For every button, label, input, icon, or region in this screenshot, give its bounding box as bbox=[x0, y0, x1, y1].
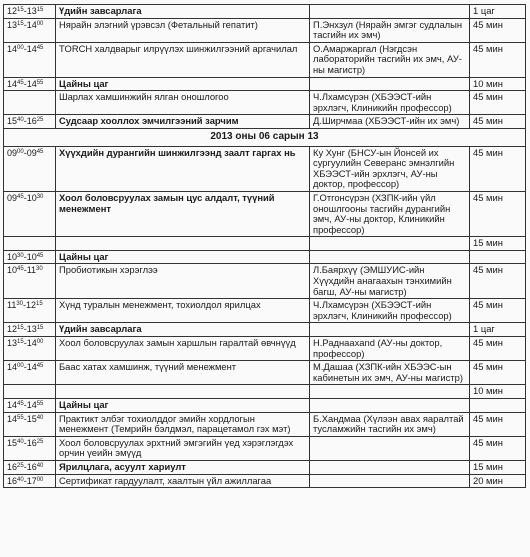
topic-cell bbox=[56, 237, 310, 251]
topic-cell: Шарлах хамшинжийн ялган оношлогоо bbox=[56, 91, 310, 115]
topic-cell: Судсаар хооллох эмчилгээний зарчим bbox=[56, 115, 310, 129]
schedule-row bbox=[4, 77, 526, 91]
time-cell bbox=[4, 91, 56, 115]
end-minute: 15 bbox=[36, 301, 43, 308]
speaker-cell: Д.Ширчмаа (ХБЭЭСТ-ийн их эмч) bbox=[310, 115, 470, 129]
time-cell: $09^{45}-10^{30}$ bbox=[4, 191, 56, 236]
schedule-row bbox=[4, 146, 526, 191]
time-cell: $15^{40}-16^{25}$ bbox=[4, 115, 56, 129]
duration-cell bbox=[470, 399, 526, 413]
speaker-cell bbox=[310, 436, 470, 460]
start-hour: 15 bbox=[7, 116, 18, 127]
duration-cell bbox=[470, 250, 526, 264]
duration-cell: 10 мин bbox=[470, 77, 526, 91]
speaker-cell: Б.Хандмаа (Хүлээн авах яаралтай тусламжийн тасгийн их эмч) bbox=[310, 412, 470, 436]
end-hour: 17 bbox=[26, 475, 37, 486]
end-hour: 14 bbox=[26, 362, 37, 373]
time-cell: $16^{40}-17^{00}$ bbox=[4, 474, 56, 488]
start-minute: 30 bbox=[16, 301, 24, 308]
start-minute: 15 bbox=[17, 7, 24, 13]
time-cell: $13^{15}-14^{00}$ bbox=[4, 337, 56, 361]
start-hour: 10 bbox=[7, 265, 18, 276]
schedule-body bbox=[4, 5, 526, 488]
topic-cell: TORCH халдварыг илрүүлэх шинжилгээний аргачилал bbox=[56, 42, 310, 77]
end-hour: 16 bbox=[26, 437, 37, 448]
schedule-row bbox=[4, 18, 526, 42]
start-minute: 00 bbox=[17, 363, 24, 370]
duration-cell: 45 мин bbox=[470, 412, 526, 436]
duration-cell: 45 мин bbox=[470, 299, 526, 323]
end-hour: 16 bbox=[26, 116, 37, 127]
start-hour: 14 bbox=[7, 43, 18, 54]
topic-cell: Хүүхдийн дурангийн шинжилгээнд заалт гаргах нь bbox=[56, 146, 310, 191]
start-hour: 16 bbox=[7, 461, 18, 472]
duration-cell: 45 мин bbox=[470, 115, 526, 129]
schedule-row bbox=[4, 337, 526, 361]
end-hour: 11 bbox=[26, 265, 37, 276]
end-minute: 45 bbox=[36, 44, 44, 51]
topic-cell: Үдийн завсарлага bbox=[56, 323, 310, 337]
time-cell: $14^{00}-14^{45}$ bbox=[4, 361, 56, 385]
speaker-cell bbox=[310, 250, 470, 264]
topic-cell: Цайны цаг bbox=[56, 250, 310, 264]
speaker-cell: Г.Отгонсүрэн (ХЗПК-ийн үйл оношлгооны тасгийн дурангийн эмч, АУ-ны доктор, Клиникийн профессор) bbox=[310, 191, 470, 236]
end-hour: 13 bbox=[26, 6, 37, 16]
end-minute: 25 bbox=[36, 438, 44, 445]
time-cell: $14^{45}-14^{55}$ bbox=[4, 77, 56, 91]
schedule-row bbox=[4, 237, 526, 251]
topic-cell: Цайны цаг bbox=[56, 77, 310, 91]
topic-cell: Хүнд туралын менежмент, тохиолдол ярилцах bbox=[56, 299, 310, 323]
duration-cell: 15 мин bbox=[470, 237, 526, 251]
schedule-row bbox=[4, 474, 526, 488]
start-hour: 14 bbox=[7, 413, 18, 424]
start-hour: 12 bbox=[7, 324, 18, 335]
time-cell: $10^{45}-11^{30}$ bbox=[4, 264, 56, 299]
start-hour: 16 bbox=[7, 475, 18, 486]
start-minute: 15 bbox=[17, 325, 24, 332]
end-minute: 15 bbox=[36, 325, 44, 332]
topic-cell: Хоол боловсруулах замын цус алдалт, түүний менежмент bbox=[56, 191, 310, 236]
time-cell: $14^{00}-14^{45}$ bbox=[4, 42, 56, 77]
start-minute: 45 bbox=[17, 266, 24, 273]
end-hour: 14 bbox=[26, 19, 37, 30]
end-hour: 14 bbox=[26, 78, 37, 89]
topic-cell: Цайны цаг bbox=[56, 399, 310, 413]
topic-cell: Сертификат гардуулалт, хаалтын үйл ажиллагаа bbox=[56, 474, 310, 488]
topic-cell: Практикт элбэг тохиолддог эмийн хордлогын менежмент (Темрийн бэлдмэл, парацетамол гэх мэт) bbox=[56, 412, 310, 436]
duration-cell: 15 мин bbox=[470, 460, 526, 474]
start-hour: 12 bbox=[7, 6, 18, 16]
end-hour: 15 bbox=[26, 413, 37, 424]
start-minute: 45 bbox=[17, 79, 24, 86]
start-hour: 13 bbox=[7, 338, 18, 349]
topic-cell: Хоол боловсруулах эрхтний эмгэгийн үед хэрэглэгдэх орчин үеийн эмүүд bbox=[56, 436, 310, 460]
speaker-cell: Л.Баярхүү (ЭМШУИС-ийн Хүүхдийн анагаахын тэнхимийн багш, АУ-ны магистр) bbox=[310, 264, 470, 299]
schedule-table bbox=[3, 4, 526, 488]
schedule-row bbox=[4, 323, 526, 337]
schedule-row bbox=[4, 385, 526, 399]
end-minute: 00 bbox=[36, 20, 44, 27]
start-hour: 11 bbox=[7, 300, 17, 311]
duration-cell: 45 мин bbox=[470, 191, 526, 236]
speaker-cell: О.Амаржаргал (Нэгдсэн лабораторийн тасгийн их эмч, АУ-ны магистр) bbox=[310, 42, 470, 77]
start-minute: 45 bbox=[17, 193, 24, 200]
speaker-cell: Ч.Лхамсүрэн (ХБЭЭСТ-ийн эрхлэгч, Клиникийн профессор) bbox=[310, 299, 470, 323]
start-hour: 14 bbox=[7, 400, 18, 410]
end-hour: 12 bbox=[26, 300, 37, 311]
end-minute: 30 bbox=[36, 193, 44, 200]
start-hour: 10 bbox=[7, 251, 18, 262]
time-cell: $11^{30}-12^{15}$ bbox=[4, 299, 56, 323]
time-cell bbox=[4, 385, 56, 399]
time-cell: $12^{15}-13^{15}$ bbox=[4, 5, 56, 19]
duration-cell: 45 мин bbox=[470, 361, 526, 385]
duration-cell: 45 мин bbox=[470, 18, 526, 42]
time-cell: $10^{30}-10^{45}$ bbox=[4, 250, 56, 264]
duration-cell: 45 мин bbox=[470, 146, 526, 191]
schedule-row bbox=[4, 5, 526, 19]
duration-cell: 1 цаг bbox=[470, 5, 526, 19]
time-cell: $09^{00}-09^{45}$ bbox=[4, 146, 56, 191]
topic-cell: Үдийн завсарлага bbox=[56, 5, 310, 19]
duration-cell: 45 мин bbox=[470, 42, 526, 77]
time-cell: $12^{15}-13^{15}$ bbox=[4, 323, 56, 337]
speaker-cell bbox=[310, 474, 470, 488]
day-header: 2013 оны 06 сарын 13 bbox=[4, 128, 526, 146]
speaker-cell: Ч.Лхамсүрэн (ХБЭЭСТ-ийн эрхлэгч, Клиникийн профессор) bbox=[310, 91, 470, 115]
schedule-row bbox=[4, 436, 526, 460]
duration-cell: 45 мин bbox=[470, 337, 526, 361]
speaker-cell bbox=[310, 399, 470, 413]
duration-cell: 45 мин bbox=[470, 91, 526, 115]
start-hour: 14 bbox=[7, 78, 18, 89]
speaker-cell: М.Дашаа (ХЗПК-ийн ХБЭЭС-ын кабинетын их эмч, АУ-ны магистр) bbox=[310, 361, 470, 385]
speaker-cell bbox=[310, 77, 470, 91]
end-minute: 55 bbox=[36, 79, 44, 86]
end-hour: 10 bbox=[26, 192, 37, 203]
time-cell: $15^{40}-16^{25}$ bbox=[4, 436, 56, 460]
start-hour: 15 bbox=[7, 437, 18, 448]
speaker-cell: П.Энхзул (Нярайн эмгэг судлалын тасгийн их эмч) bbox=[310, 18, 470, 42]
speaker-cell bbox=[310, 385, 470, 399]
start-minute: 45 bbox=[17, 401, 24, 407]
duration-cell: 1 цаг bbox=[470, 323, 526, 337]
end-minute: 45 bbox=[36, 363, 44, 370]
end-minute: 15 bbox=[36, 7, 44, 13]
speaker-cell bbox=[310, 237, 470, 251]
speaker-cell: Н.Раднаахand (АУ-ны доктор, профессор) bbox=[310, 337, 470, 361]
time-cell: $14^{45}-14^{55}$ bbox=[4, 399, 56, 413]
start-hour: 14 bbox=[7, 362, 18, 373]
schedule-row bbox=[4, 250, 526, 264]
start-minute: 15 bbox=[17, 20, 24, 27]
start-minute: 55 bbox=[17, 414, 24, 421]
start-hour: 13 bbox=[7, 19, 18, 30]
duration-cell: 20 мин bbox=[470, 474, 526, 488]
start-minute: 00 bbox=[17, 148, 24, 155]
end-hour: 13 bbox=[26, 324, 37, 335]
end-minute: 40 bbox=[36, 462, 44, 469]
end-minute: 25 bbox=[36, 117, 44, 124]
schedule-row bbox=[4, 460, 526, 474]
end-minute: 00 bbox=[36, 476, 44, 483]
speaker-cell bbox=[310, 323, 470, 337]
speaker-cell bbox=[310, 5, 470, 19]
topic-cell: Нярайн элэгний үрэвсэл (Фетальный гепатит) bbox=[56, 18, 310, 42]
start-minute: 15 bbox=[17, 339, 24, 346]
start-minute: 40 bbox=[17, 438, 24, 445]
schedule-row bbox=[4, 115, 526, 129]
start-minute: 25 bbox=[17, 462, 24, 469]
start-minute: 40 bbox=[17, 117, 24, 124]
schedule-row bbox=[4, 42, 526, 77]
duration-cell: 45 мин bbox=[470, 436, 526, 460]
time-cell: $16^{25}-16^{40}$ bbox=[4, 460, 56, 474]
end-minute: 40 bbox=[36, 414, 44, 421]
start-minute: 00 bbox=[17, 44, 24, 51]
schedule-row bbox=[4, 91, 526, 115]
end-hour: 16 bbox=[26, 461, 37, 472]
topic-cell: Ярилцлага, асуулт хариулт bbox=[56, 460, 310, 474]
end-hour: 10 bbox=[26, 251, 37, 262]
end-minute: 00 bbox=[36, 339, 44, 346]
time-cell: $13^{15}-14^{00}$ bbox=[4, 18, 56, 42]
schedule-row bbox=[4, 299, 526, 323]
end-hour: 09 bbox=[26, 147, 37, 158]
end-hour: 14 bbox=[26, 338, 37, 349]
start-minute: 40 bbox=[17, 476, 24, 483]
topic-cell: Пробиотикын хэрэглээ bbox=[56, 264, 310, 299]
end-hour: 14 bbox=[26, 400, 37, 410]
end-hour: 14 bbox=[26, 43, 37, 54]
topic-cell: Баас хатах хамшинж, түүний менежмент bbox=[56, 361, 310, 385]
schedule-row bbox=[4, 264, 526, 299]
start-minute: 30 bbox=[17, 252, 24, 259]
end-minute: 30 bbox=[36, 266, 43, 273]
end-minute: 45 bbox=[36, 148, 44, 155]
end-minute: 45 bbox=[36, 252, 44, 259]
topic-cell bbox=[56, 385, 310, 399]
duration-cell: 10 мин bbox=[470, 385, 526, 399]
start-hour: 09 bbox=[7, 147, 18, 158]
schedule-row bbox=[4, 399, 526, 413]
schedule-row bbox=[4, 191, 526, 236]
time-cell bbox=[4, 237, 56, 251]
speaker-cell: Ку Хунг (БНСУ-ын Йонсей их сургуулийн Северанс эмнэлгийн ХБЭЭСТ-ийн эрхлэгч, АУ-ны доктор, профессор) bbox=[310, 146, 470, 191]
time-cell: $14^{55}-15^{40}$ bbox=[4, 412, 56, 436]
schedule-row bbox=[4, 361, 526, 385]
day-header-row bbox=[4, 128, 526, 146]
speaker-cell bbox=[310, 460, 470, 474]
end-minute: 55 bbox=[36, 401, 44, 407]
start-hour: 09 bbox=[7, 192, 18, 203]
duration-cell: 45 мин bbox=[470, 264, 526, 299]
topic-cell: Хоол боловсруулах замын харшлын гаралтай өвчнүүд bbox=[56, 337, 310, 361]
schedule-row bbox=[4, 412, 526, 436]
